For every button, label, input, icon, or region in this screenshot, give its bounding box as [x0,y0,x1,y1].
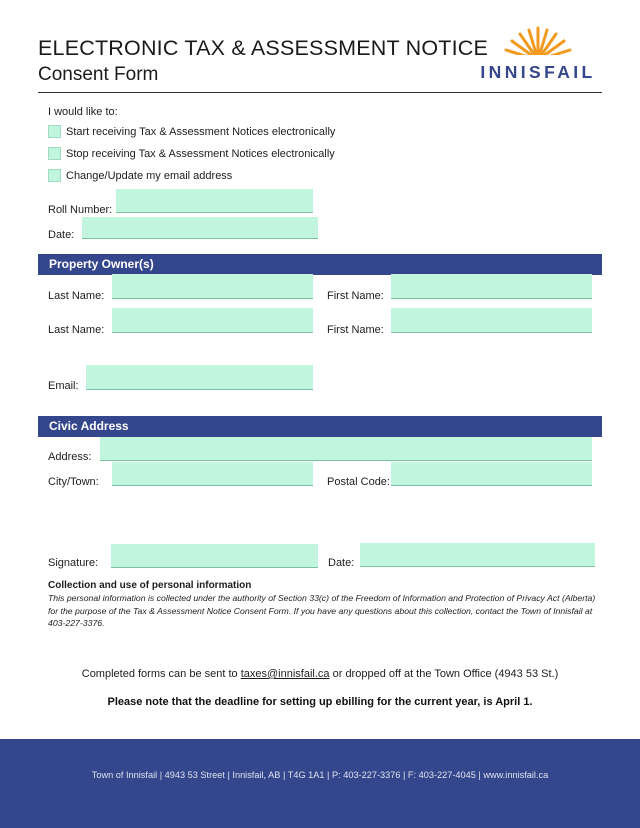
submission-instructions [0,668,640,680]
city-town-field[interactable] [112,462,313,486]
deadline-notice: Please note that the deadline for setting up ebilling for the current year, is April 1. [107,696,533,708]
roll-number-field[interactable] [116,189,313,213]
date-field[interactable] [82,217,318,239]
postal-code-field[interactable] [391,462,592,486]
email-field[interactable] [86,365,313,390]
taxes-email-link[interactable]: taxes@innisfail.ca [240,668,330,680]
first-name-2-field[interactable] [391,308,592,333]
signature-date-field[interactable] [360,543,595,567]
start-electronic-label: Start receiving Tax & Assessment Notices electronically [66,126,336,138]
privacy-body: This personal information is collected under the authority of Section 33(c) of the Freedom of Information and Protection of Privacy Act (Alberta) for the purpose of the Tax & Assessment Notice Consent Form. If you have any questions about this collection, contact the Town of Innisfail at 403-227-3376. [48,593,596,628]
update-email-checkbox[interactable] [48,169,61,182]
property-owner-heading: Property Owner(s) [38,254,602,275]
address-field[interactable] [100,437,592,461]
privacy-heading: Collection and use of personal information [48,580,252,591]
last-name-2-label: Last Name: [48,324,105,336]
signature-field[interactable] [111,544,318,568]
form-subtitle: Consent Form [38,64,159,85]
stop-electronic-checkbox[interactable] [48,147,61,160]
postal-code-label: Postal Code: [327,476,390,488]
options-intro: I would like to: [48,106,118,118]
footer-bar [0,739,640,828]
date-label: Date: [48,229,75,241]
last-name-1-field[interactable] [112,274,313,299]
first-name-2-label: First Name: [327,324,384,336]
roll-number-label: Roll Number: [48,204,113,216]
form-title: ELECTRONIC TAX & ASSESSMENT NOTICE [38,36,489,60]
first-name-1-field[interactable] [391,274,592,299]
innisfail-logo [470,24,606,84]
last-name-2-field[interactable] [112,308,313,333]
signature-date-label: Date: [328,557,355,569]
footer-contact-text: Town of Innisfail | 4943 53 Street | Innisfail, AB | T4G 1A1 | P: 403-227-3376 | F: 403-227-4045 | www.innisfail.ca [91,770,549,780]
stop-electronic-label: Stop receiving Tax & Assessment Notices electronically [66,148,335,160]
last-name-1-label: Last Name: [48,290,105,302]
start-electronic-checkbox[interactable] [48,125,61,138]
email-label: Email: [48,380,79,392]
civic-address-heading: Civic Address [38,416,602,437]
logo-wordmark: INNISFAIL [480,62,596,82]
city-town-label: City/Town: [48,476,99,488]
signature-label: Signature: [48,557,99,569]
header-divider [38,92,602,93]
first-name-1-label: First Name: [327,290,384,302]
address-label: Address: [48,451,92,463]
submission-prefix: Completed forms can be sent to [81,668,241,680]
submission-suffix: or dropped off at the Town Office (4943 53 St.) [329,668,559,680]
sunburst-icon [494,24,582,62]
update-email-label: Change/Update my email address [66,170,233,182]
